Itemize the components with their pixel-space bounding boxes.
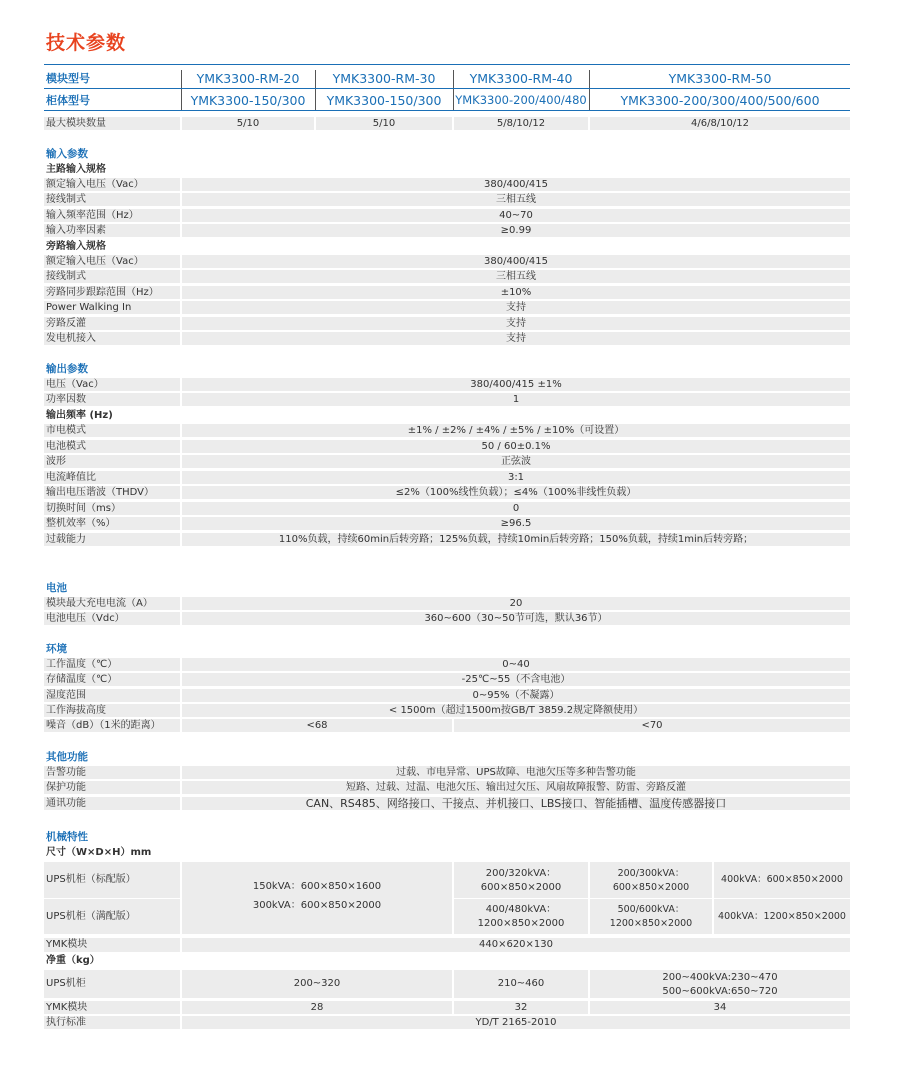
- model-rm50: YMK3300-RM-50: [668, 71, 772, 86]
- max-modules-value: 5/10: [182, 117, 314, 130]
- ups-weight-label: UPS机柜: [44, 970, 180, 998]
- output-freq-value: 3:1: [182, 471, 850, 484]
- input-bypass-label: 发电机接入: [44, 332, 180, 345]
- section-battery-title: 电池: [46, 582, 67, 595]
- max-modules-value: 5/8/10/12: [454, 117, 588, 130]
- size-rm50-std-cell: [590, 862, 712, 898]
- input-main-value: 380/400/415: [182, 178, 850, 191]
- model-rm20: YMK3300-RM-20: [196, 71, 300, 86]
- header-rule: [44, 88, 850, 89]
- input-main-label: 额定输入电压（Vac）: [44, 178, 180, 191]
- input-main-label: 输入功率因素: [44, 224, 180, 237]
- header-rule: [44, 64, 850, 65]
- size-text: 1200×850×2000: [477, 917, 565, 929]
- size-text: 500/600kVA：: [617, 903, 685, 915]
- standard-value: YD/T 2165-2010: [182, 1016, 850, 1029]
- input-bypass-subtitle: 旁路输入规格: [46, 240, 106, 252]
- env-label: 湿度范围: [44, 689, 180, 702]
- section-environment-title: 环境: [46, 643, 67, 656]
- input-main-value: 40~70: [182, 209, 850, 222]
- env-value: 0~40: [182, 658, 850, 671]
- battery-label: 模块最大充电电流（A）: [44, 597, 180, 610]
- size-300kva: 300kVA：600×850×2000: [252, 899, 382, 911]
- size-text: 1200×850×2000: [609, 917, 693, 929]
- header-separator: [181, 70, 182, 110]
- output-freq-label: 切换时间（ms）: [44, 502, 180, 515]
- ups-full-label: UPS机柜（满配版）: [44, 899, 180, 934]
- noise-value-rm40-50: <70: [454, 719, 850, 732]
- header-separator: [315, 70, 316, 110]
- weight-text: 500~600kVA:650~720: [662, 985, 778, 997]
- output-label: 电压（Vac）: [44, 378, 180, 391]
- cabinet-rm20: YMK3300-150/300: [190, 93, 306, 108]
- noise-value-rm20-30: <68: [182, 719, 452, 732]
- cabinet-rm30: YMK3300-150/300: [326, 93, 442, 108]
- battery-label: 电池电压（Vdc）: [44, 612, 180, 625]
- other-value: 短路、过载、过温、电池欠压、输出过欠压、风扇故障报警、防雷、旁路反灌: [182, 781, 850, 794]
- other-label: 保护功能: [44, 781, 180, 794]
- size-text: 600×850×2000: [612, 881, 690, 893]
- output-freq-label: 整机效率（%）: [44, 517, 180, 530]
- input-bypass-value: 支持: [182, 301, 850, 314]
- max-modules-label: 最大模块数量: [44, 117, 180, 130]
- output-freq-label: 波形: [44, 455, 180, 468]
- output-freq-label: 市电模式: [44, 424, 180, 437]
- standard-label: 执行标准: [44, 1016, 180, 1029]
- size-subtitle: 尺寸（W×D×H）mm: [46, 846, 152, 858]
- output-freq-value: ±1% / ±2% / ±4% / ±5% / ±10%（可设置）: [182, 424, 850, 437]
- output-freq-value: ≤2%（100%线性负载）；≤4%（100%非线性负载）: [182, 486, 850, 499]
- size-150kva: 150kVA：600×850×1600: [252, 880, 382, 892]
- input-bypass-label: 接线制式: [44, 270, 180, 283]
- input-bypass-value: 支持: [182, 332, 850, 345]
- ymk-weight-value: 34: [590, 1001, 850, 1014]
- page-title: 技术参数: [46, 32, 127, 54]
- model-rm30: YMK3300-RM-30: [332, 71, 436, 86]
- cabinet-label: 柜体型号: [46, 93, 90, 107]
- input-main-value: ≥0.99: [182, 224, 850, 237]
- output-freq-label: 输出电压谐波（THDV）: [44, 486, 180, 499]
- section-mechanical-title: 机械特性: [46, 831, 88, 844]
- model-label: 模块型号: [46, 71, 90, 85]
- input-bypass-value: ±10%: [182, 286, 850, 299]
- output-freq-label: 电流峰值比: [44, 471, 180, 484]
- cabinet-rm50: YMK3300-200/300/400/500/600: [620, 93, 820, 108]
- other-label: 告警功能: [44, 766, 180, 779]
- input-bypass-label: 额定输入电压（Vac）: [44, 255, 180, 268]
- ups-std-label: UPS机柜（标配版）: [44, 862, 180, 898]
- ymk-weight-value: 32: [454, 1001, 588, 1014]
- section-other-title: 其他功能: [46, 751, 88, 764]
- output-value: 380/400/415 ±1%: [182, 378, 850, 391]
- env-label: 工作温度（℃）: [44, 658, 180, 671]
- weight-text: 200~400kVA:230~470: [662, 971, 778, 983]
- size-rm40-full-cell: [454, 899, 588, 934]
- output-freq-value: 110%负载，持续60min后转旁路；125%负载，持续10min后转旁路；150%负载，持续1min后转旁路；: [182, 533, 850, 546]
- ups-weight-rm40: 210~460: [454, 970, 588, 998]
- output-freq-label: 过载能力: [44, 533, 180, 546]
- input-main-subtitle: 主路输入规格: [46, 163, 106, 175]
- env-value: -25℃~55（不含电池）: [182, 673, 850, 686]
- size-400kva-std: 400kVA：600×850×2000: [714, 862, 850, 898]
- input-bypass-value: 380/400/415: [182, 255, 850, 268]
- header-rule: [44, 110, 850, 111]
- output-value: 1: [182, 393, 850, 406]
- size-text: 200/320kVA：: [485, 867, 557, 879]
- output-freq-value: 0: [182, 502, 850, 515]
- input-bypass-value: 支持: [182, 317, 850, 330]
- input-main-value: 三相五线: [182, 193, 850, 206]
- size-rm50-full-cell: [590, 899, 712, 934]
- output-label: 功率因数: [44, 393, 180, 406]
- input-main-label: 接线制式: [44, 193, 180, 206]
- section-output-title: 输出参数: [46, 363, 88, 376]
- env-label: 工作海拔高度: [44, 704, 180, 717]
- env-value: < 1500m（超过1500m按GB/T 3859.2规定降额使用）: [182, 704, 850, 717]
- weight-subtitle: 净重（kg）: [46, 954, 100, 966]
- size-400kva-full: 400kVA：1200×850×2000: [714, 899, 850, 934]
- other-value: CAN、RS485、网络接口、干接点、并机接口、LBS接口、智能插槽、温度传感器接口: [182, 797, 850, 810]
- max-modules-value: 4/6/8/10/12: [590, 117, 850, 130]
- battery-value: 20: [182, 597, 850, 610]
- output-freq-value: 50 / 60±0.1%: [182, 440, 850, 453]
- output-freq-value: ≥96.5: [182, 517, 850, 530]
- other-label: 通讯功能: [44, 797, 180, 810]
- cabinet-rm40: YMK3300-200/400/480: [455, 92, 587, 107]
- ups-weight-rm20-30: 200~320: [182, 970, 452, 998]
- ymk-size-value: 440×620×130: [182, 938, 850, 952]
- ymk-size-label: YMK模块: [44, 938, 180, 952]
- noise-label: 噪音（dB）（1米的距离）: [44, 719, 180, 732]
- input-bypass-label: 旁路反灌: [44, 317, 180, 330]
- max-modules-value: 5/10: [316, 117, 452, 130]
- ymk-weight-value: 28: [182, 1001, 452, 1014]
- ups-weight-rm50-cell: [590, 970, 850, 998]
- input-main-label: 输入频率范围（Hz）: [44, 209, 180, 222]
- output-freq-value: 正弦波: [182, 455, 850, 468]
- env-label: 存储温度（℃）: [44, 673, 180, 686]
- battery-value: 360~600（30~50节可选，默认36节）: [182, 612, 850, 625]
- size-rm20-30-cell: [182, 862, 452, 934]
- input-bypass-label: 旁路同步跟踪范围（Hz）: [44, 286, 180, 299]
- input-bypass-value: 三相五线: [182, 270, 850, 283]
- header-separator: [589, 70, 590, 110]
- env-value: 0~95%（不凝露）: [182, 689, 850, 702]
- output-freq-label: 电池模式: [44, 440, 180, 453]
- size-rm40-std-cell: [454, 862, 588, 898]
- output-frequency-subtitle: 输出频率 (Hz): [46, 409, 113, 421]
- model-rm40: YMK3300-RM-40: [469, 71, 573, 86]
- size-text: 200/300kVA：: [617, 867, 685, 879]
- header-separator: [453, 70, 454, 110]
- section-input-title: 输入参数: [46, 148, 88, 161]
- other-value: 过载、市电异常、UPS故障、电池欠压等多种告警功能: [182, 766, 850, 779]
- ymk-weight-label: YMK模块: [44, 1001, 180, 1014]
- size-text: 600×850×2000: [480, 881, 562, 893]
- input-bypass-label: Power Walking In: [44, 301, 180, 314]
- size-text: 400/480kVA：: [485, 903, 557, 915]
